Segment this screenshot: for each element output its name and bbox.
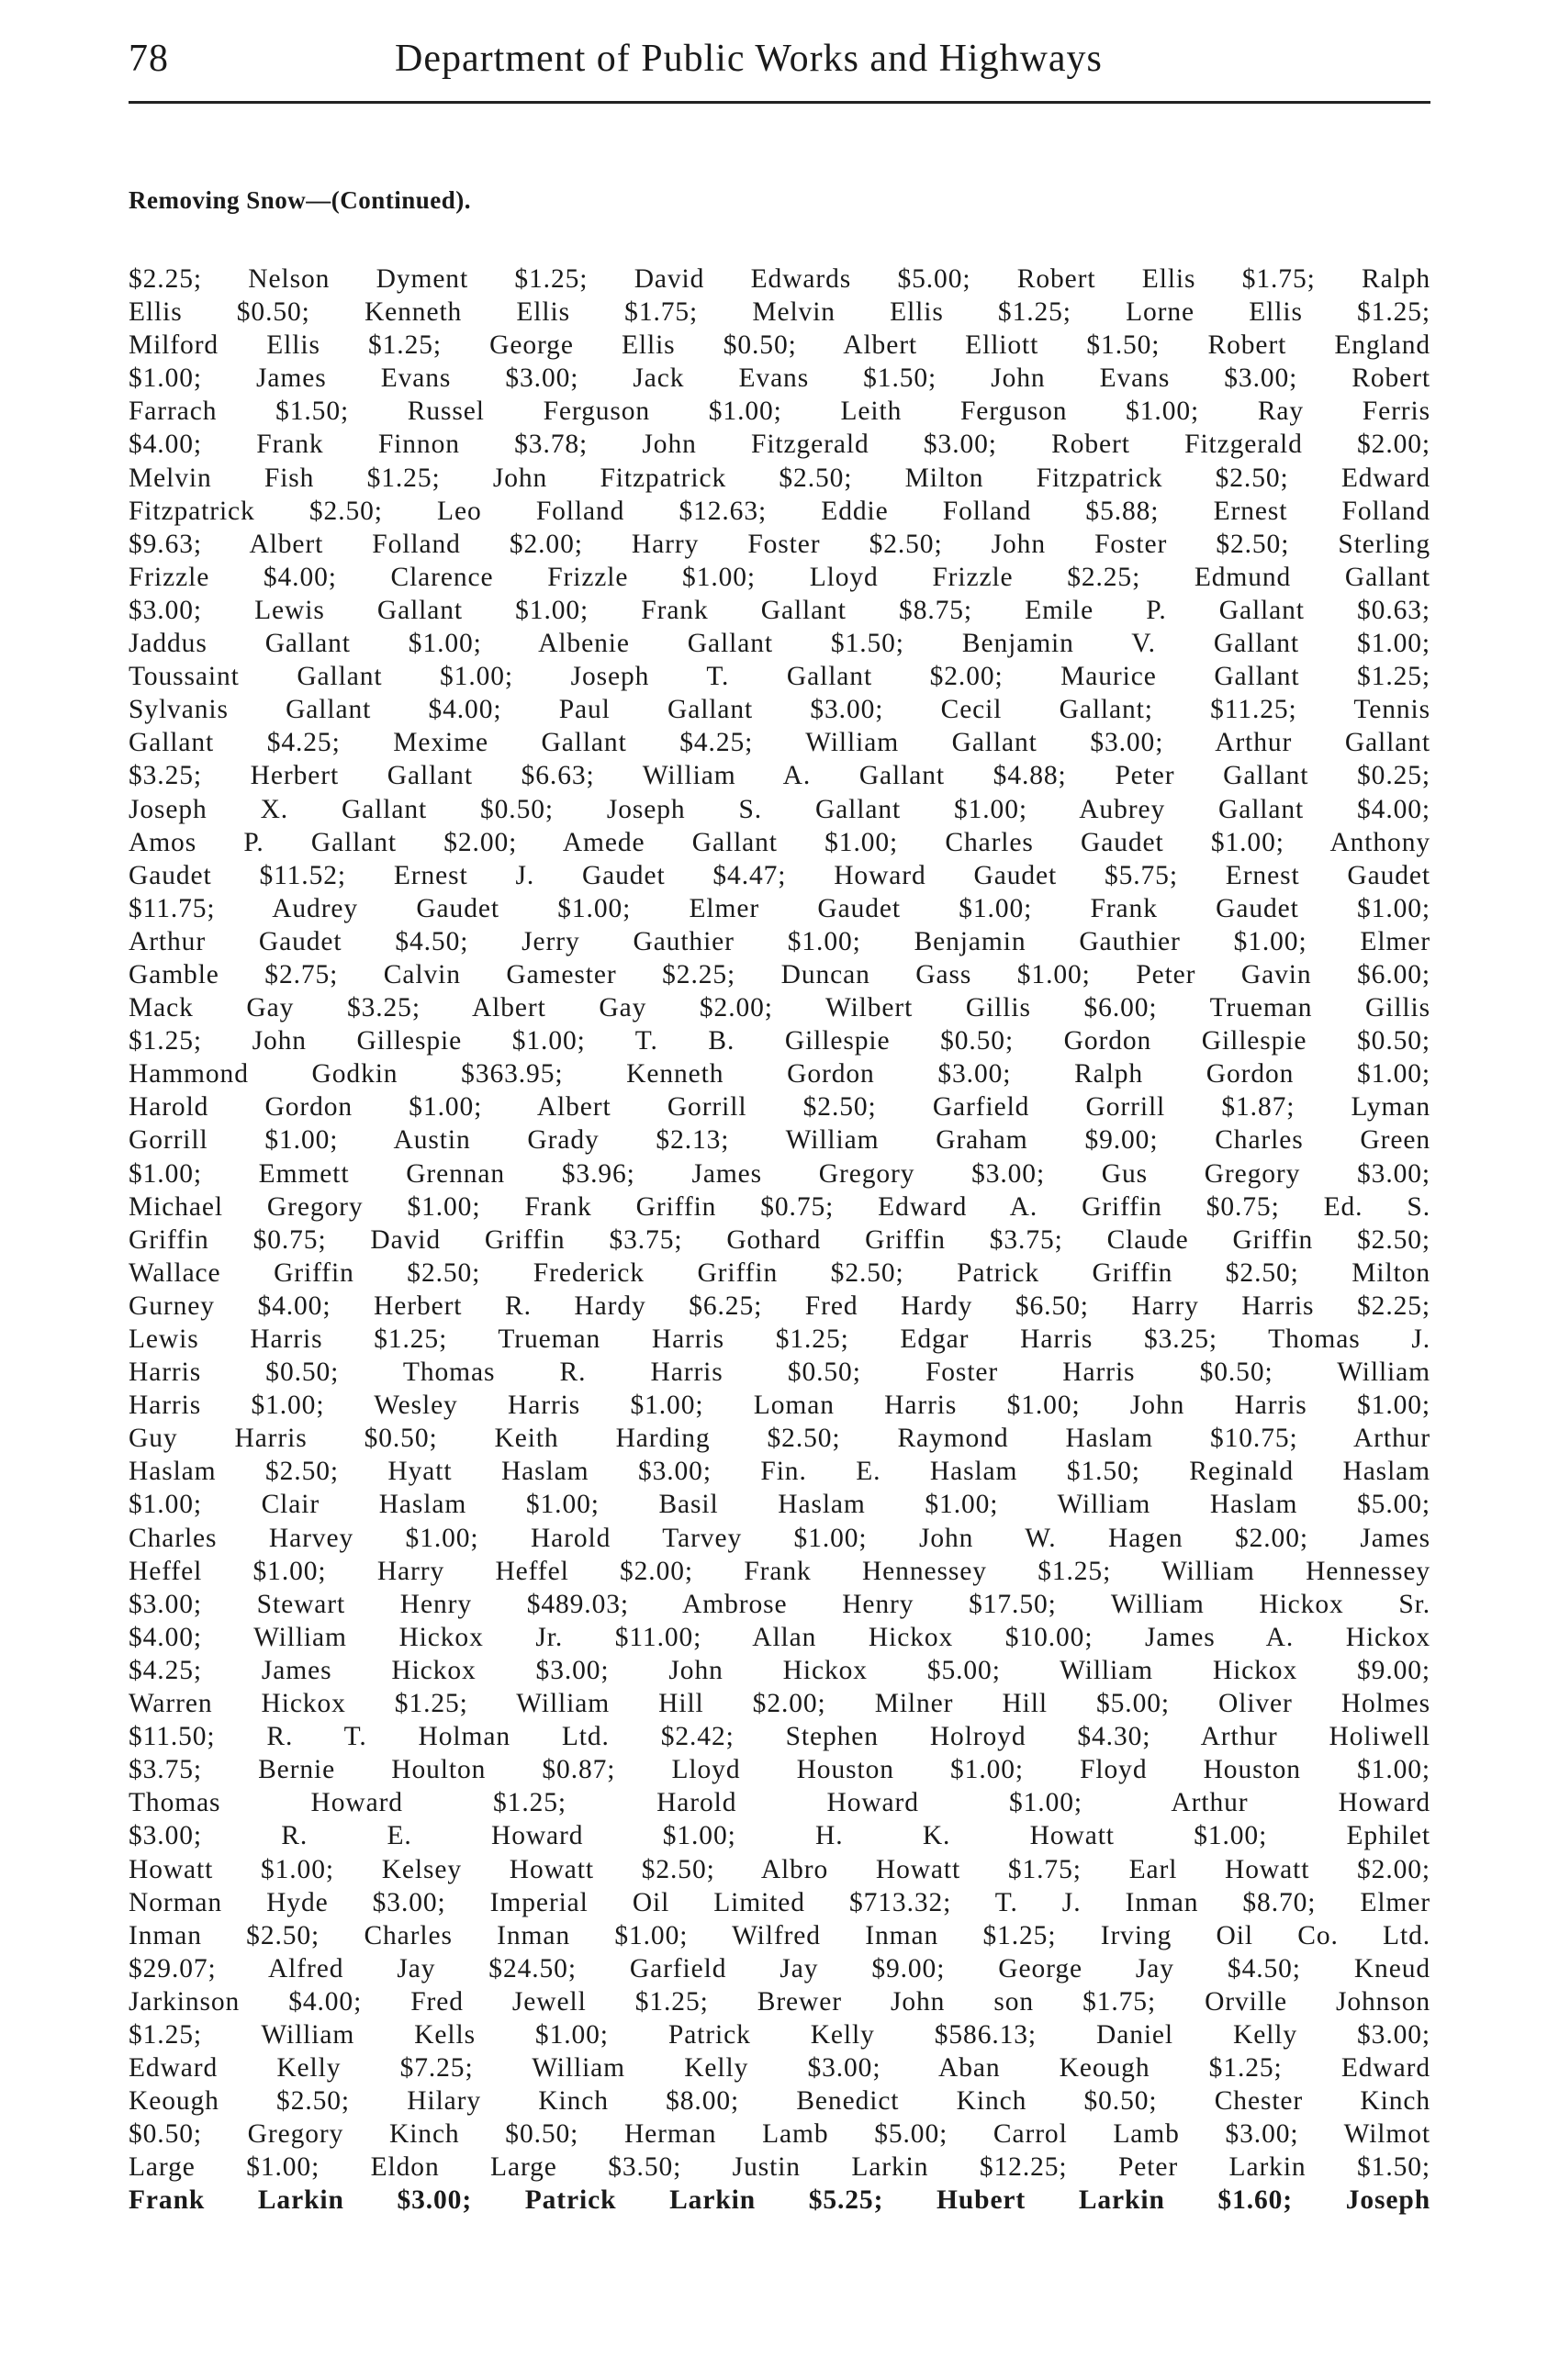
body-line: Keough $2.50; Hilary Kinch $8.00; Benedict Kinch $0.50; Chester Kinch [129,2086,1430,2117]
body-line: $4.00; Frank Finnon $3.78; John Fitzgerald $3.00; Robert Fitzgerald $2.00; [129,430,1430,460]
body-line: $3.75; Bernie Houlton $0.87; Lloyd Houston $1.00; Floyd Houston $1.00; [129,1755,1430,1785]
body-line: Gallant $4.25; Mexime Gallant $4.25; William Gallant $3.00; Arthur Gallant [129,728,1430,758]
body-line: Haslam $2.50; Hyatt Haslam $3.00; Fin. E. Haslam $1.50; Reginald Haslam [129,1457,1430,1487]
body-text [129,263,1430,2218]
body-line: Jarkinson $4.00; Fred Jewell $1.25; Brewer John son $1.75; Orville Johnson [129,1986,1430,2017]
body-line: Michael Gregory $1.00; Frank Griffin $0.75; Edward A. Griffin $0.75; Ed. S. [129,1191,1430,1222]
body-line: Gaudet $11.52; Ernest J. Gaudet $4.47; Howard Gaudet $5.75; Ernest Gaudet [129,860,1430,890]
body-line: Fitzpatrick $2.50; Leo Folland $12.63; Eddie Folland $5.88; Ernest Folland [129,496,1430,526]
body-line: Sylvanis Gallant $4.00; Paul Gallant $3.00; Cecil Gallant; $11.25; Tennis [129,695,1430,725]
body-line: Harris $0.50; Thomas R. Harris $0.50; Foster Harris $0.50; William [129,1358,1430,1388]
body-line: Farrach $1.50; Russel Ferguson $1.00; Leith Ferguson $1.00; Ray Ferris [129,397,1430,427]
body-line: $1.25; William Kells $1.00; Patrick Kelly $586.13; Daniel Kelly $3.00; [129,2019,1430,2050]
body-line: Inman $2.50; Charles Inman $1.00; Wilfred Inman $1.25; Irving Oil Co. Ltd. [129,1920,1430,1950]
body-line: Mack Gay $3.25; Albert Gay $2.00; Wilbert Gillis $6.00; Trueman Gillis [129,993,1430,1023]
body-line: Frizzle $4.00; Clarence Frizzle $1.00; Lloyd Frizzle $2.25; Edmund Gallant [129,562,1430,592]
body-line: Wallace Griffin $2.50; Frederick Griffin $2.50; Patrick Griffin $2.50; Milton [129,1257,1430,1288]
body-line: $3.25; Herbert Gallant $6.63; William A. Gallant $4.88; Peter Gallant $0.25; [129,761,1430,791]
body-line: Arthur Gaudet $4.50; Jerry Gauthier $1.00; Benjamin Gauthier $1.00; Elmer [129,926,1430,956]
running-header [129,37,1430,104]
body-line: $29.07; Alfred Jay $24.50; Garfield Jay $9.00; George Jay $4.50; Kneud [129,1953,1430,1983]
body-line: Gorrill $1.00; Austin Grady $2.13; William Graham $9.00; Charles Green [129,1125,1430,1156]
body-line: Edward Kelly $7.25; William Kelly $3.00; Aban Keough $1.25; Edward [129,2053,1430,2084]
body-line: Charles Harvey $1.00; Harold Tarvey $1.00; John W. Hagen $2.00; James [129,1523,1430,1553]
body-line: Gurney $4.00; Herbert R. Hardy $6.25; Fred Hardy $6.50; Harry Harris $2.25; [129,1291,1430,1321]
body-line: Guy Harris $0.50; Keith Harding $2.50; Raymond Haslam $10.75; Arthur [129,1424,1430,1454]
body-line: $1.25; John Gillespie $1.00; T. B. Gillespie $0.50; Gordon Gillespie $0.50; [129,1026,1430,1056]
body-line: $1.00; James Evans $3.00; Jack Evans $1.50; John Evans $3.00; Robert [129,363,1430,394]
body-line: Norman Hyde $3.00; Imperial Oil Limited $713.32; T. J. Inman $8.70; Elmer [129,1887,1430,1917]
body-line: Lewis Harris $1.25; Trueman Harris $1.25; Edgar Harris $3.25; Thomas J. [129,1324,1430,1354]
section-heading: Removing Snow—(Continued). [129,186,472,214]
body-line: Heffel $1.00; Harry Heffel $2.00; Frank Hennessey $1.25; William Hennessey [129,1556,1430,1586]
body-line: Howatt $1.00; Kelsey Howatt $2.50; Albro Howatt $1.75; Earl Howatt $2.00; [129,1854,1430,1884]
body-line: Joseph X. Gallant $0.50; Joseph S. Gallant $1.00; Aubrey Gallant $4.00; [129,794,1430,824]
body-line: $9.63; Albert Folland $2.00; Harry Foster $2.50; John Foster $2.50; Sterling [129,529,1430,559]
body-line: Frank Larkin $3.00; Patrick Larkin $5.25; Hubert Larkin $1.60; Joseph [129,2185,1430,2216]
body-line: Harold Gordon $1.00; Albert Gorrill $2.50; Garfield Gorrill $1.87; Lyman [129,1092,1430,1123]
body-line: Toussaint Gallant $1.00; Joseph T. Gallant $2.00; Maurice Gallant $1.25; [129,662,1430,692]
document-page [129,37,1430,2218]
body-line: $2.25; Nelson Dyment $1.25; David Edwards $5.00; Robert Ellis $1.75; Ralph [129,264,1430,294]
body-line: $0.50; Gregory Kinch $0.50; Herman Lamb $5.00; Carrol Lamb $3.00; Wilmot [129,2119,1430,2150]
body-line: $3.00; Lewis Gallant $1.00; Frank Gallant $8.75; Emile P. Gallant $0.63; [129,595,1430,625]
body-line: Warren Hickox $1.25; William Hill $2.00; Milner Hill $5.00; Oliver Holmes [129,1689,1430,1719]
body-line: Hammond Godkin $363.95; Kenneth Gordon $3.00; Ralph Gordon $1.00; [129,1059,1430,1089]
body-line: $4.00; William Hickox Jr. $11.00; Allan Hickox $10.00; James A. Hickox [129,1622,1430,1652]
body-line: Harris $1.00; Wesley Harris $1.00; Loman Harris $1.00; John Harris $1.00; [129,1391,1430,1421]
page-number: 78 [129,38,169,80]
body-line: Large $1.00; Eldon Large $3.50; Justin Larkin $12.25; Peter Larkin $1.50; [129,2152,1430,2183]
body-line: $11.75; Audrey Gaudet $1.00; Elmer Gaudet $1.00; Frank Gaudet $1.00; [129,893,1430,923]
body-line: Milford Ellis $1.25; George Ellis $0.50; Albert Elliott $1.50; Robert England [129,330,1430,361]
body-line: Melvin Fish $1.25; John Fitzpatrick $2.50; Milton Fitzpatrick $2.50; Edward [129,463,1430,493]
body-line: Jaddus Gallant $1.00; Albenie Gallant $1.50; Benjamin V. Gallant $1.00; [129,629,1430,659]
body-line: $1.00; Emmett Grennan $3.96; James Gregory $3.00; Gus Gregory $3.00; [129,1158,1430,1189]
body-line: $4.25; James Hickox $3.00; John Hickox $5.00; William Hickox $9.00; [129,1655,1430,1685]
body-line: Ellis $0.50; Kenneth Ellis $1.75; Melvin Ellis $1.25; Lorne Ellis $1.25; [129,297,1430,328]
body-line: $3.00; Stewart Henry $489.03; Ambrose Henry $17.50; William Hickox Sr. [129,1589,1430,1619]
body-line: Gamble $2.75; Calvin Gamester $2.25; Duncan Gass $1.00; Peter Gavin $6.00; [129,959,1430,989]
running-title: Department of Public Works and Highways [395,38,1103,80]
body-line: Griffin $0.75; David Griffin $3.75; Gothard Griffin $3.75; Claude Griffin $2.50; [129,1224,1430,1255]
body-line: $1.00; Clair Haslam $1.00; Basil Haslam $1.00; William Haslam $5.00; [129,1490,1430,1520]
body-line: Amos P. Gallant $2.00; Amede Gallant $1.00; Charles Gaudet $1.00; Anthony [129,827,1430,857]
body-line: $11.50; R. T. Holman Ltd. $2.42; Stephen Holroyd $4.30; Arthur Holiwell [129,1722,1430,1752]
body-line: Thomas Howard $1.25; Harold Howard $1.00; Arthur Howard [129,1788,1430,1818]
body-line: $3.00; R. E. Howard $1.00; H. K. Howatt $1.00; Ephilet [129,1821,1430,1851]
